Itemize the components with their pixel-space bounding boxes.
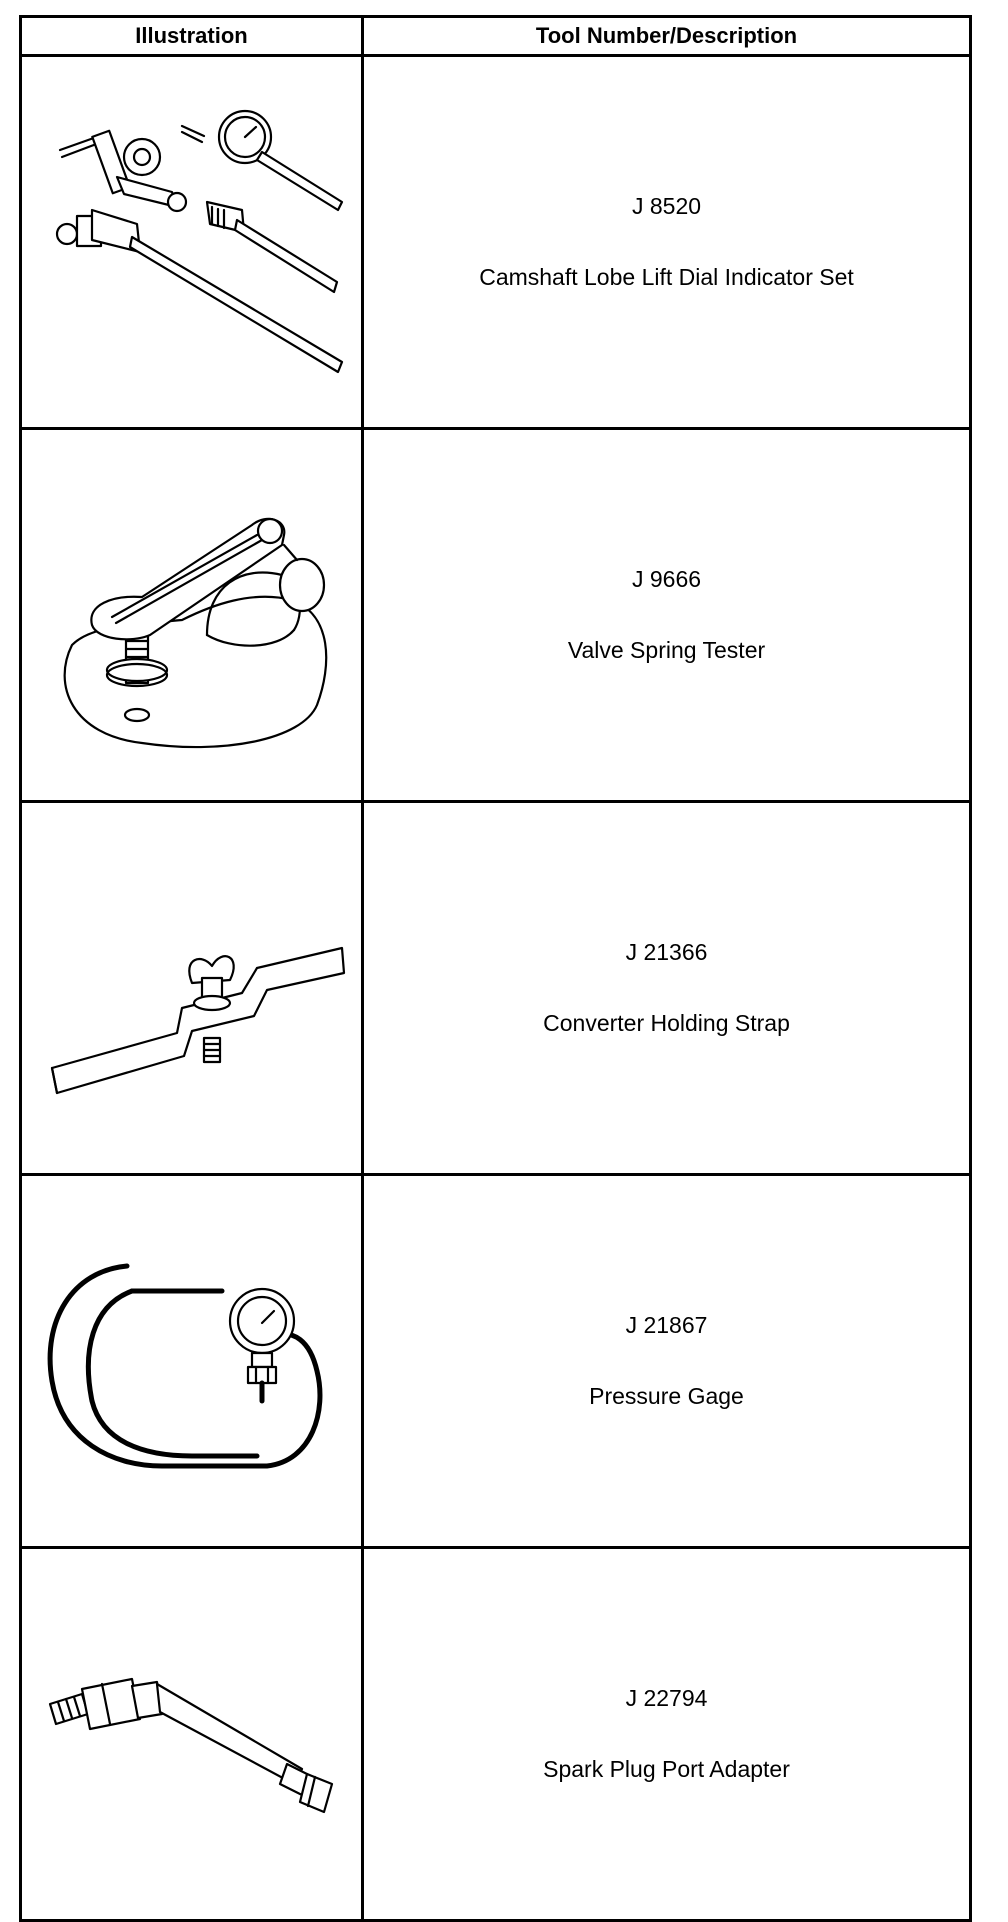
- tool-description: Converter Holding Strap: [543, 1010, 790, 1036]
- table-row: [21, 802, 971, 1175]
- tool-number: J 9666: [631, 566, 702, 592]
- valve-spring-tester-icon: [32, 465, 352, 765]
- description-cell: [363, 56, 971, 429]
- table-row: [21, 429, 971, 802]
- table-row: [21, 1548, 971, 1921]
- special-tools-table: [19, 15, 972, 1922]
- header-tool-number-description: Tool Number/Description: [363, 17, 971, 56]
- illustration-cell: [21, 1175, 363, 1548]
- table-row: [21, 1175, 971, 1548]
- pressure-gage-icon: [32, 1211, 352, 1511]
- description-cell: [363, 802, 971, 1175]
- illustration-cell: [21, 1548, 363, 1921]
- tool-description: Pressure Gage: [589, 1383, 744, 1409]
- spark-plug-adapter-icon: [32, 1584, 352, 1884]
- tool-number: J 22794: [625, 1685, 708, 1711]
- header-illustration: Illustration: [21, 17, 363, 56]
- tool-number: J 21366: [625, 939, 708, 965]
- illustration-cell: [21, 56, 363, 429]
- tool-description: Camshaft Lobe Lift Dial Indicator Set: [479, 264, 854, 290]
- table-row: [21, 56, 971, 429]
- description-cell: [363, 1548, 971, 1921]
- tool-number: J 21867: [625, 1312, 708, 1338]
- tool-description: Valve Spring Tester: [567, 637, 766, 663]
- table-header-row: [21, 17, 971, 56]
- description-cell: [363, 1175, 971, 1548]
- tool-number: J 8520: [631, 193, 702, 219]
- description-cell: [363, 429, 971, 802]
- illustration-cell: [21, 802, 363, 1175]
- dial-indicator-set-icon: [32, 92, 352, 392]
- illustration-cell: [21, 429, 363, 802]
- holding-strap-icon: [32, 838, 352, 1138]
- tool-description: Spark Plug Port Adapter: [543, 1756, 790, 1782]
